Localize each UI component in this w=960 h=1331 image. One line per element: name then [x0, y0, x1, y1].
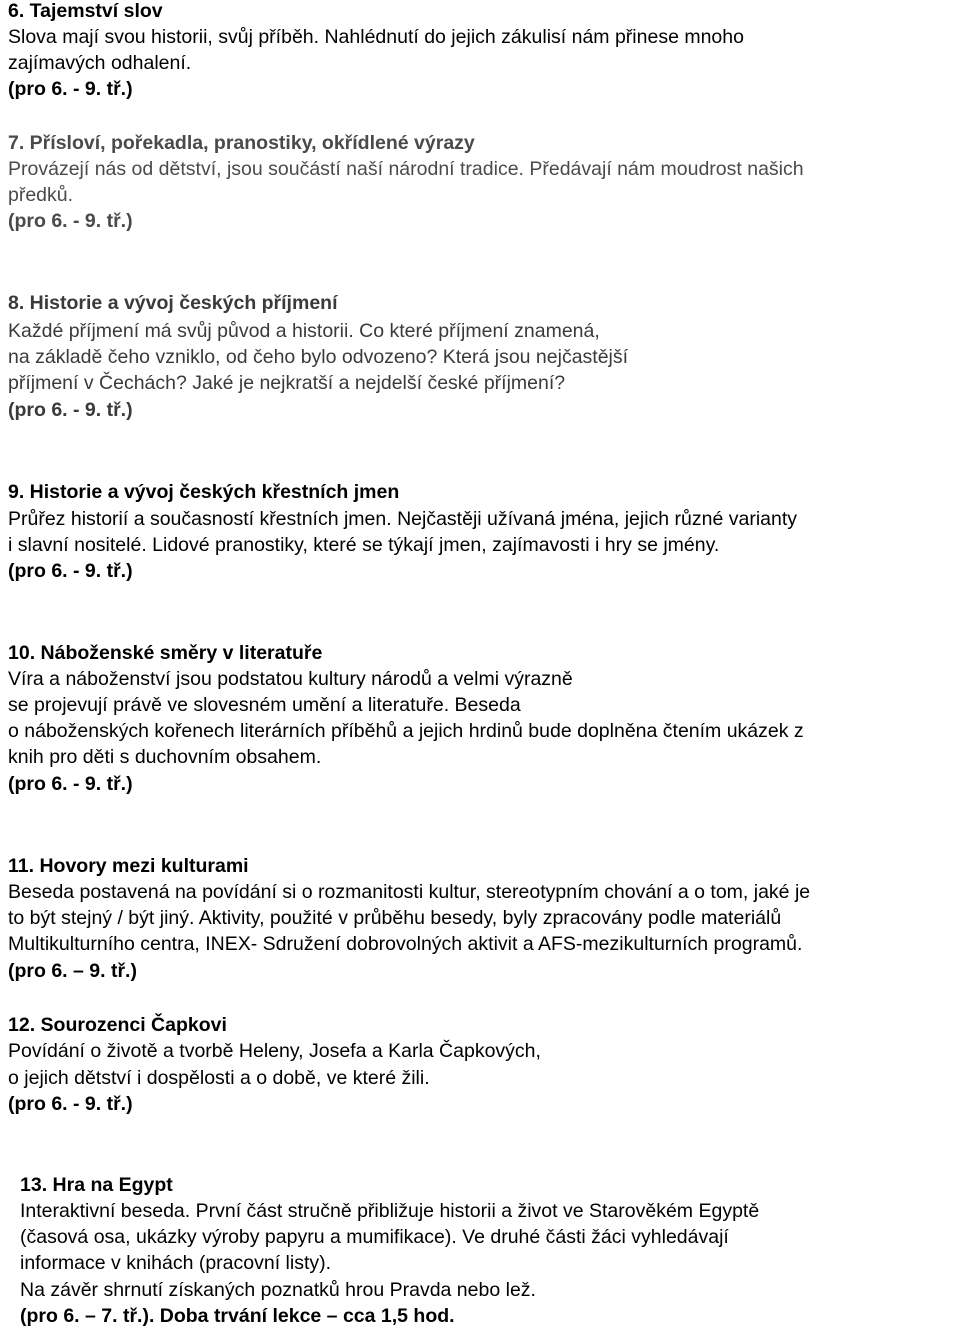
section-9-line-1: Průřez historií a současností křestních jmen. Nejčastěji užívaná jména, jejich různé varianty — [8, 508, 798, 530]
section-10-grade: (pro 6. - 9. tř.) — [8, 773, 133, 795]
section-11-heading: 11. Hovory mezi kulturami — [8, 855, 249, 877]
section-11-line-3: Multikulturního centra, INEX- Sdružení dobrovolných aktivit a AFS-mezikulturních programů. — [8, 933, 803, 955]
section-7-grade: (pro 6. - 9. tř.) — [8, 210, 133, 232]
section-10-line-2: se projevují právě ve slovesném umění a literatuře. Beseda — [8, 694, 521, 716]
section-13-line-1: Interaktivní beseda. První část stručně přibližuje historii a život ve Starověkém Egyptě — [20, 1200, 760, 1222]
section-8-line-2: na základě čeho vzniklo, od čeho bylo odvozeno? Která jsou nejčastější — [8, 346, 629, 368]
section-6-line-1: Slova mají svou historii, svůj příběh. Nahlédnutí do jejich zákulisí nám přinese mnoho — [8, 26, 744, 48]
section-10-heading: 10. Náboženské směry v literatuře — [8, 642, 323, 664]
section-11-line-1: Beseda postavená na povídání si o rozmanitosti kultur, stereotypním chování a o tom, jaké je — [8, 881, 811, 903]
section-12-line-2: o jejich dětství i dospělosti a o době, ve které žili. — [8, 1067, 430, 1089]
section-6-line-2: zajímavých odhalení. — [8, 52, 192, 74]
section-6-heading: 6. Tajemství slov — [8, 0, 163, 22]
section-9-heading: 9. Historie a vývoj českých křestních jmen — [8, 481, 400, 503]
section-7-heading: 7. Přísloví, pořekadla, pranostiky, okřídlené výrazy — [8, 132, 475, 154]
section-8-line-1: Každé příjmení má svůj původ a historii. Co které příjmení znamená, — [8, 320, 600, 342]
section-8-heading: 8. Historie a vývoj českých příjmení — [8, 292, 338, 314]
section-12-line-1: Povídání o životě a tvorbě Heleny, Josefa a Karla Čapkových, — [8, 1040, 541, 1062]
section-13-line-4: Na závěr shrnutí získaných poznatků hrou Pravda nebo lež. — [20, 1279, 536, 1301]
section-10-line-1: Víra a náboženství jsou podstatou kultury národů a velmi výrazně — [8, 668, 573, 690]
section-6-grade: (pro 6. - 9. tř.) — [8, 78, 133, 100]
section-8-grade: (pro 6. - 9. tř.) — [8, 399, 133, 421]
section-7-line-1: Provázejí nás od dětství, jsou součástí naší národní tradice. Předávají nám moudrost našich — [8, 158, 804, 180]
section-13-line-2: (časová osa, ukázky výroby papyru a mumifikace). Ve druhé části žáci vyhledávají — [20, 1226, 729, 1248]
section-10-line-4: knih pro děti s duchovním obsahem. — [8, 746, 322, 768]
section-13-heading: 13. Hra na Egypt — [20, 1174, 173, 1196]
section-11-line-2: to být stejný / být jiný. Aktivity, použité v průběhu besedy, byly zpracovány podle materiálů — [8, 907, 782, 929]
section-9-grade: (pro 6. - 9. tř.) — [8, 560, 133, 582]
section-9-line-2: i slavní nositelé. Lidové pranostiky, které se týkají jmen, zajímavosti i hry se jmény. — [8, 534, 720, 556]
section-8-line-3: příjmení v Čechách? Jaké je nejkratší a nejdelší české příjmení? — [8, 372, 566, 394]
section-12-heading: 12. Sourozenci Čapkovi — [8, 1014, 227, 1036]
section-11-grade: (pro 6. – 9. tř.) — [8, 960, 137, 982]
section-12-grade: (pro 6. - 9. tř.) — [8, 1093, 133, 1115]
section-13-grade: (pro 6. – 7. tř.). Doba trvání lekce – cca 1,5 hod. — [20, 1305, 455, 1327]
section-13-line-3: informace v knihách (pracovní listy). — [20, 1252, 332, 1274]
section-7-line-2: předků. — [8, 184, 74, 206]
section-10-line-3: o náboženských kořenech literárních příběhů a jejich hrdinů bude doplněna čtením ukázek z — [8, 720, 804, 742]
